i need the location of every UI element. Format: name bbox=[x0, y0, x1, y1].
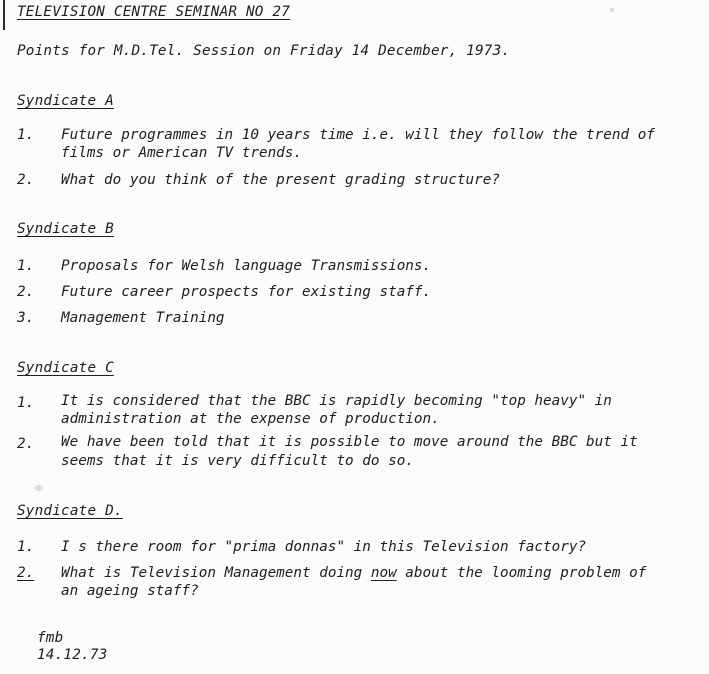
syndicate-a-heading: Syndicate A bbox=[17, 93, 114, 109]
syndicate-a-item-2-line-1: What do you think of the present grading structure? bbox=[61, 172, 500, 188]
syndicate-b-item-2-line-1: Future career prospects for existing staff. bbox=[61, 284, 432, 300]
document-title: TELEVISION CENTRE SEMINAR NO 27 bbox=[17, 4, 291, 20]
syndicate-d-item-2-line-2: an ageing staff? bbox=[61, 583, 199, 599]
syndicate-d-heading: Syndicate D. bbox=[17, 503, 123, 519]
syndicate-c-item-2-number: 2. bbox=[17, 436, 35, 452]
session-subtitle: Points for M.D.Tel. Session on Friday 14 December, 1973. bbox=[17, 43, 511, 59]
syndicate-d-item-1-line-1: I s there room for "prima donnas" in this Television factory? bbox=[61, 539, 587, 555]
syndicate-c-item-1-line-1: It is considered that the BBC is rapidly becoming "top heavy" in bbox=[61, 393, 612, 409]
syndicate-c-item-1-line-2: administration at the expense of production. bbox=[61, 411, 440, 427]
emphasis-now: now bbox=[370, 565, 397, 581]
syndicate-a-item-1-number: 1. bbox=[17, 127, 35, 143]
syndicate-b-item-3-number: 3. bbox=[17, 310, 35, 326]
syndicate-a-item-1-line-2: films or American TV trends. bbox=[61, 145, 303, 161]
footer-initials: fmb bbox=[37, 630, 64, 646]
footer-date: 14.12.73 bbox=[37, 647, 108, 663]
syndicate-b-heading: Syndicate B bbox=[17, 221, 114, 237]
scan-smudge bbox=[35, 485, 43, 491]
syndicate-a-item-1-line-1: Future programmes in 10 years time i.e. will they follow the trend of bbox=[61, 127, 655, 143]
syndicate-c-item-2-line-2: seems that it is very difficult to do so. bbox=[61, 453, 414, 469]
syndicate-b-item-1-number: 1. bbox=[17, 258, 35, 274]
syndicate-c-item-1-number: 1. bbox=[17, 395, 35, 411]
syndicate-a-item-2-number: 2. bbox=[17, 172, 35, 188]
scan-speck bbox=[610, 8, 614, 12]
syndicate-c-heading: Syndicate C bbox=[17, 360, 114, 376]
syndicate-b-item-1-line-1: Proposals for Welsh language Transmissions. bbox=[61, 258, 432, 274]
syndicate-b-item-3-line-1: Management Training bbox=[61, 310, 225, 326]
syndicate-d-item-1-number: 1. bbox=[17, 539, 35, 555]
syndicate-b-item-2-number: 2. bbox=[17, 284, 35, 300]
syndicate-d-item-2-number: 2. bbox=[17, 565, 35, 581]
syndicate-d-item-2-line-1: What is Television Management doing now about the looming problem of bbox=[61, 565, 647, 581]
margin-rule bbox=[3, 0, 5, 30]
syndicate-c-item-2-line-1: We have been told that it is possible to move around the BBC but it bbox=[61, 434, 638, 450]
